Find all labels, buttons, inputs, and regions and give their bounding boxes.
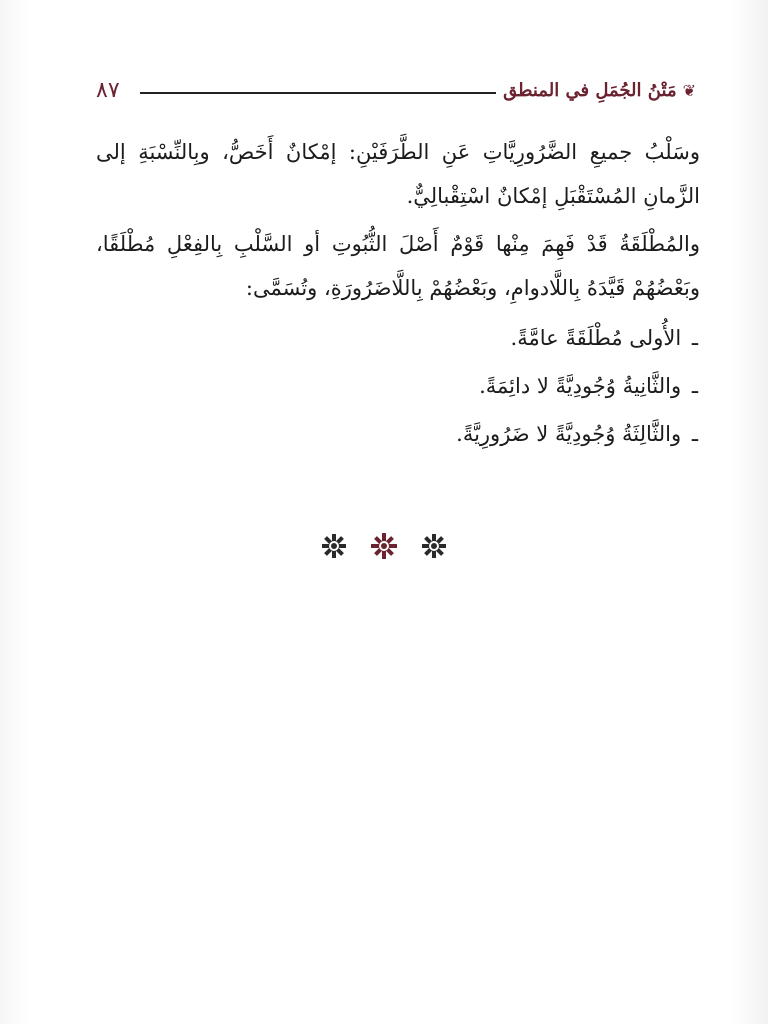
paragraph-2: والمُطْلَقَةُ قَدْ فَهِمَ مِنْها قَوْمٌ أَصْلَ الثُّبُوتِ أو السَّلْبِ بِالفِعْلِ مُطْلَقًا، وبَعْضُهُمْ قَيَّدَهُ بِاللَّادوامِ، وبَعْضُهُمْ بِاللَّاضَرُورَةِ، وتُسَمَّى: <box>96 232 700 300</box>
section-end-ornaments <box>0 526 768 566</box>
snowflake-ornament-icon <box>370 532 398 560</box>
types-list <box>96 316 700 460</box>
header-rule <box>140 92 496 94</box>
list-item <box>96 412 700 460</box>
list-item-text: الأُولى مُطْلَقَةً عامَّةً. <box>510 326 682 350</box>
running-header <box>96 78 696 108</box>
running-title-block <box>503 78 696 104</box>
list-item <box>96 364 700 412</box>
list-item <box>96 316 700 364</box>
list-dash: ـ <box>691 422 698 446</box>
fleuron-icon: ❦ <box>682 81 696 100</box>
list-dash: ـ <box>691 374 698 398</box>
list-item-text: والثَّالِثَةُ وُجُودِيَّةً لا ضَرُورِيَّةً. <box>456 422 682 446</box>
list-item-text: والثَّانِيةُ وُجُودِيَّةً لا دائِمَةً. <box>479 374 682 398</box>
snowflake-ornament-icon <box>420 532 448 560</box>
snowflake-ornament-icon <box>320 532 348 560</box>
page-number: ٨٧ <box>96 78 120 103</box>
list-dash: ـ <box>691 326 698 350</box>
paragraph-1: وسَلْبُ جميعِ الضَّرُورِيَّاتِ عَنِ الطَّرَفَيْنِ: إمْكانٌ أَخَصُّ، وبِالنِّسْبَةِ إلى الزَّمانِ المُسْتَقْبَلِ إمْكانٌ اسْتِقْبالِيٌّ. <box>96 140 700 208</box>
running-title: مَتْنُ الجُمَلِ في المنطق <box>503 80 677 101</box>
